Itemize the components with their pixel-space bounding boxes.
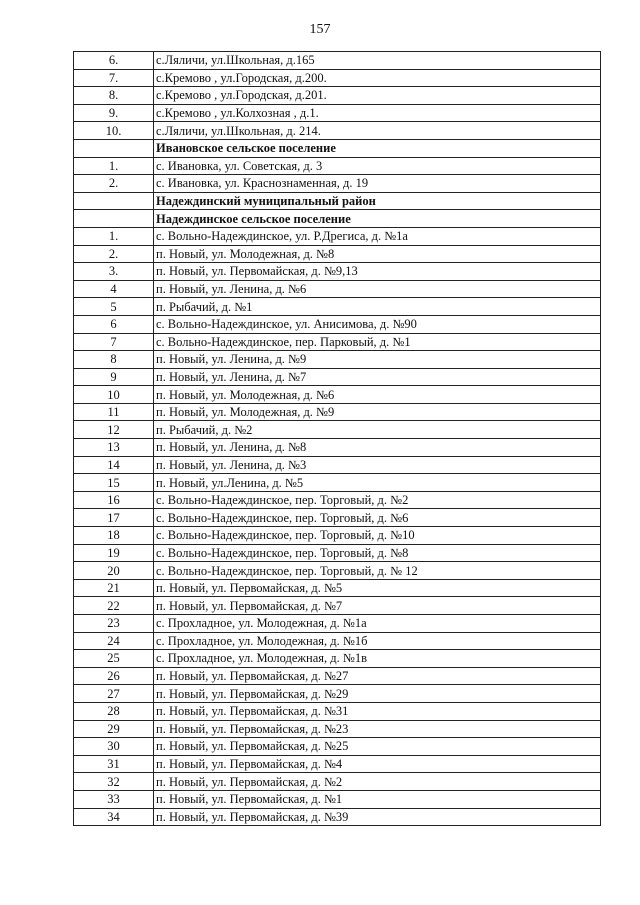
table-row — [74, 790, 601, 808]
row-number: 26 — [74, 667, 154, 685]
table-row — [74, 403, 601, 421]
address-cell: п. Новый, ул. Первомайская, д. №7 — [154, 597, 601, 615]
table-row — [74, 579, 601, 597]
row-number: 6. — [74, 52, 154, 70]
row-number: 29 — [74, 720, 154, 738]
table-row — [74, 439, 601, 457]
address-cell: п. Новый, ул. Первомайская, д. №9,13 — [154, 263, 601, 281]
table-row — [74, 386, 601, 404]
table-row — [74, 562, 601, 580]
row-number: 31 — [74, 755, 154, 773]
address-cell: с. Ивановка, ул. Краснознаменная, д. 19 — [154, 175, 601, 193]
row-number: 32 — [74, 773, 154, 791]
row-number: 23 — [74, 615, 154, 633]
row-number: 18 — [74, 527, 154, 545]
address-cell: п. Новый, ул. Первомайская, д. №23 — [154, 720, 601, 738]
address-cell: п. Новый, ул. Молодежная, д. №9 — [154, 403, 601, 421]
row-number: 1. — [74, 157, 154, 175]
section-heading-row — [74, 192, 601, 210]
address-table-body — [74, 52, 601, 826]
section-heading: Ивановское сельское поселение — [154, 139, 601, 157]
address-table — [73, 51, 601, 826]
address-cell: п. Рыбачий, д. №1 — [154, 298, 601, 316]
row-number: 1. — [74, 227, 154, 245]
address-cell: п. Новый, ул. Ленина, д. №3 — [154, 456, 601, 474]
address-cell: п. Новый, ул. Ленина, д. №8 — [154, 439, 601, 457]
address-cell: с. Вольно-Надеждинское, пер. Торговый, д. №2 — [154, 491, 601, 509]
row-number — [74, 139, 154, 157]
address-cell: с. Ивановка, ул. Советская, д. 3 — [154, 157, 601, 175]
table-row — [74, 175, 601, 193]
address-cell: с. Прохладное, ул. Молодежная, д. №1в — [154, 650, 601, 668]
page-number: 157 — [309, 22, 331, 37]
table-row — [74, 104, 601, 122]
row-number: 22 — [74, 597, 154, 615]
table-row — [74, 245, 601, 263]
address-cell: с.Кремово , ул.Колхозная , д.1. — [154, 104, 601, 122]
row-number: 25 — [74, 650, 154, 668]
table-row — [74, 474, 601, 492]
row-number: 12 — [74, 421, 154, 439]
table-row — [74, 527, 601, 545]
row-number: 2. — [74, 245, 154, 263]
table-row — [74, 421, 601, 439]
section-heading: Надеждинский муниципальный район — [154, 192, 601, 210]
address-cell: с.Кремово , ул.Городская, д.201. — [154, 87, 601, 105]
address-cell: п. Новый, ул. Ленина, д. №6 — [154, 280, 601, 298]
table-row — [74, 263, 601, 281]
address-cell: п. Новый, ул. Первомайская, д. №25 — [154, 738, 601, 756]
row-number: 3. — [74, 263, 154, 281]
address-cell: с.Ляличи, ул.Школьная, д.165 — [154, 52, 601, 70]
address-cell: п. Новый, ул. Молодежная, д. №6 — [154, 386, 601, 404]
table-row — [74, 52, 601, 70]
table-row — [74, 702, 601, 720]
row-number: 30 — [74, 738, 154, 756]
address-cell: с. Прохладное, ул. Молодежная, д. №1а — [154, 615, 601, 633]
table-row — [74, 157, 601, 175]
row-number: 4 — [74, 280, 154, 298]
row-number: 19 — [74, 544, 154, 562]
table-row — [74, 368, 601, 386]
address-cell: п. Новый, ул. Первомайская, д. №4 — [154, 755, 601, 773]
address-cell: п. Рыбачий, д. №2 — [154, 421, 601, 439]
table-row — [74, 509, 601, 527]
row-number: 5 — [74, 298, 154, 316]
section-heading-row — [74, 210, 601, 228]
row-number: 10. — [74, 122, 154, 140]
address-cell: п. Новый, ул. Ленина, д. №7 — [154, 368, 601, 386]
table-row — [74, 227, 601, 245]
row-number: 2. — [74, 175, 154, 193]
row-number: 8. — [74, 87, 154, 105]
table-row — [74, 69, 601, 87]
row-number: 24 — [74, 632, 154, 650]
address-cell: с. Вольно-Надеждинское, пер. Торговый, д. №6 — [154, 509, 601, 527]
address-cell: с. Вольно-Надеждинское, пер. Парковый, д. №1 — [154, 333, 601, 351]
table-row — [74, 667, 601, 685]
address-cell: п. Новый, ул. Первомайская, д. №29 — [154, 685, 601, 703]
address-cell: п. Новый, ул. Первомайская, д. №39 — [154, 808, 601, 826]
section-heading: Надеждинское сельское поселение — [154, 210, 601, 228]
address-cell: п. Новый, ул. Первомайская, д. №31 — [154, 702, 601, 720]
row-number: 20 — [74, 562, 154, 580]
row-number: 33 — [74, 790, 154, 808]
address-cell: с.Кремово , ул.Городская, д.200. — [154, 69, 601, 87]
table-row — [74, 351, 601, 369]
row-number: 17 — [74, 509, 154, 527]
address-cell: п. Новый, ул. Первомайская, д. №5 — [154, 579, 601, 597]
table-row — [74, 87, 601, 105]
table-row — [74, 685, 601, 703]
row-number — [74, 192, 154, 210]
address-cell: с. Прохладное, ул. Молодежная, д. №1б — [154, 632, 601, 650]
address-cell: с. Вольно-Надеждинское, пер. Торговый, д. №10 — [154, 527, 601, 545]
address-cell: с. Вольно-Надеждинское, пер. Торговый, д. №8 — [154, 544, 601, 562]
table-row — [74, 738, 601, 756]
row-number: 16 — [74, 491, 154, 509]
row-number: 10 — [74, 386, 154, 404]
row-number: 9 — [74, 368, 154, 386]
row-number: 13 — [74, 439, 154, 457]
table-row — [74, 456, 601, 474]
table-row — [74, 720, 601, 738]
row-number: 6 — [74, 315, 154, 333]
table-row — [74, 333, 601, 351]
row-number: 14 — [74, 456, 154, 474]
row-number: 34 — [74, 808, 154, 826]
address-cell: с. Вольно-Надеждинское, пер. Торговый, д. № 12 — [154, 562, 601, 580]
row-number: 11 — [74, 403, 154, 421]
address-cell: п. Новый, ул. Молодежная, д. №8 — [154, 245, 601, 263]
row-number: 8 — [74, 351, 154, 369]
row-number: 27 — [74, 685, 154, 703]
address-cell: п. Новый, ул. Ленина, д. №9 — [154, 351, 601, 369]
row-number: 28 — [74, 702, 154, 720]
address-cell: с. Вольно-Надеждинское, ул. Р.Дрегиса, д. №1а — [154, 227, 601, 245]
row-number: 9. — [74, 104, 154, 122]
address-cell: с. Вольно-Надеждинское, ул. Анисимова, д. №90 — [154, 315, 601, 333]
section-heading-row — [74, 139, 601, 157]
table-row — [74, 615, 601, 633]
address-cell: п. Новый, ул.Ленина, д. №5 — [154, 474, 601, 492]
row-number: 21 — [74, 579, 154, 597]
address-cell: с.Ляличи, ул.Школьная, д. 214. — [154, 122, 601, 140]
table-row — [74, 280, 601, 298]
table-row — [74, 122, 601, 140]
table-row — [74, 597, 601, 615]
table-row — [74, 544, 601, 562]
row-number: 7 — [74, 333, 154, 351]
table-row — [74, 315, 601, 333]
row-number: 7. — [74, 69, 154, 87]
address-cell: п. Новый, ул. Первомайская, д. №27 — [154, 667, 601, 685]
row-number — [74, 210, 154, 228]
table-row — [74, 632, 601, 650]
table-row — [74, 773, 601, 791]
table-row — [74, 650, 601, 668]
address-cell: п. Новый, ул. Первомайская, д. №2 — [154, 773, 601, 791]
address-cell: п. Новый, ул. Первомайская, д. №1 — [154, 790, 601, 808]
table-row — [74, 755, 601, 773]
table-row — [74, 491, 601, 509]
table-row — [74, 298, 601, 316]
table-row — [74, 808, 601, 826]
row-number: 15 — [74, 474, 154, 492]
